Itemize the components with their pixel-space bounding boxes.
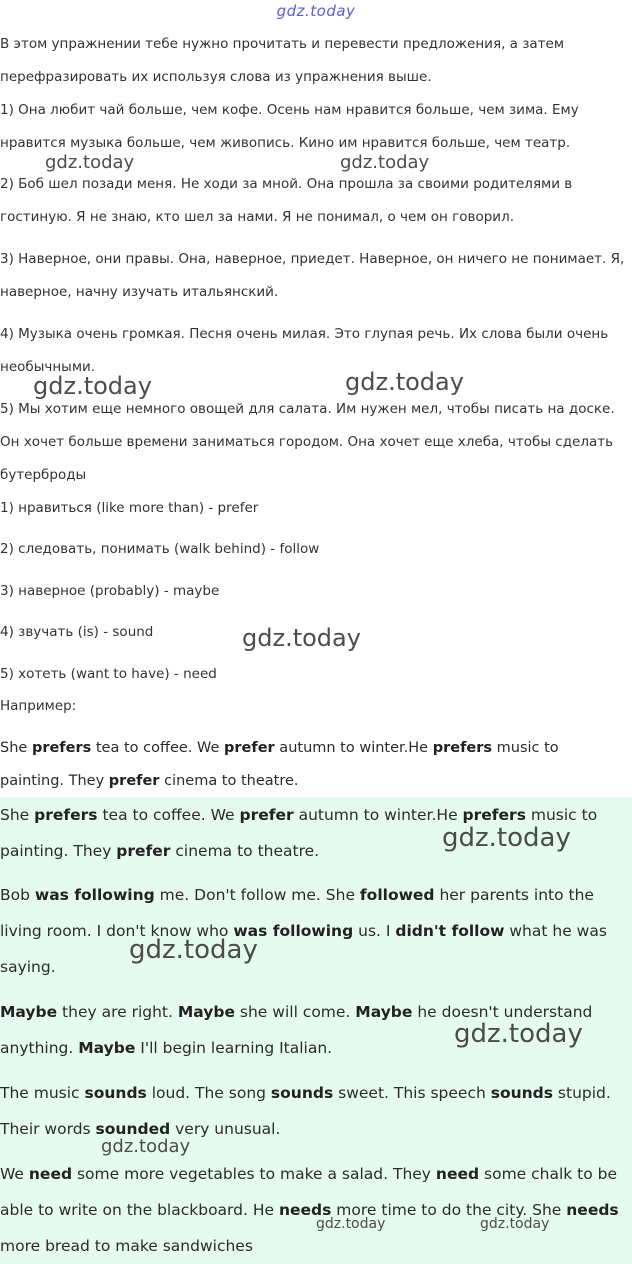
example-text: She prefers tea to coffee. We prefer autumn to winter.He prefers music to painting. They prefer cinema to theatre. [0,740,559,789]
keyword: need [28,1165,73,1183]
task-item: 1) Она любит чай больше, чем кофе. Осень нам нравится больше, чем зима. Ему нравится музыка больше, чем живопись. Кино им нравится больше, чем театр. [0,102,579,151]
keyword: didn't follow [395,922,505,940]
watermark: gdz.today [33,372,152,400]
keyword: prefer [224,740,275,756]
watermark: gdz.today [340,152,430,173]
keyword: prefers [34,806,98,824]
keyword: Maybe [78,1039,136,1057]
keyword: was following [34,886,155,904]
keyword: sounds [490,1084,553,1102]
task-intro: В этом упражнении тебе нужно прочитать и перевести предложения, а затем перефразировать их используя слова из упражнения выше. [0,36,565,85]
keyword: Maybe [177,1003,235,1021]
task-item: 5) Мы хотим еще немного овощей для салата. Им нужен мел, чтобы писать на доске. Он хочет больше времени заниматься городом. Она хочет еще хлеба, чтобы сделать бутерброды [0,401,615,483]
keyword: sounds [84,1084,147,1102]
vocab-item: 2) следовать, понимать (walk behind) - follow [0,541,320,557]
keyword: Maybe [355,1003,413,1021]
watermark: gdz.today [442,823,571,853]
answer-paragraph: The music sounds loud. The song sounds sweet. This speech sounds stupid. Their words sounded very unusual. [0,1084,611,1138]
watermark: gdz.today [480,1216,550,1232]
watermark: gdz.today [45,152,135,173]
watermark: gdz.today [345,368,464,396]
watermark: gdz.today [129,935,258,965]
keyword: sounded [95,1120,171,1138]
keyword: needs [278,1201,332,1219]
watermark: gdz.today [242,624,361,652]
vocab-item: 1) нравиться (like more than) - prefer [0,500,259,516]
task-item: 4) Музыка очень громкая. Песня очень милая. Это глупая речь. Их слова были очень необычными. [0,326,609,375]
keyword: prefers [462,806,526,824]
vocab-item: 5) хотеть (want to have) - need [0,666,217,682]
keyword: prefers [31,740,92,756]
keyword: prefer [116,842,171,860]
keyword: Maybe [0,1003,58,1021]
answer-paragraph: Bob was following me. Don't follow me. She followed her parents into the living room. I don't know who was following us. I didn't follow what he was saying. [0,886,607,976]
answer-paragraph: She prefers tea to coffee. We prefer autumn to winter.He prefers music to painting. They prefer cinema to theatre. [0,806,598,860]
keyword: sounds [270,1084,334,1102]
watermark: gdz.today [101,1136,191,1157]
keyword: needs [566,1201,619,1219]
task-item: 3) Наверное, они правы. Она, наверное, приедет. Наверное, он ничего не понимает. Я, наверное, начну изучать итальянский. [0,251,625,300]
keyword: need [435,1165,480,1183]
example-label: Например: [0,698,77,714]
watermark: gdz.today [316,1216,386,1232]
vocab-item: 4) звучать (is) - sound [0,624,154,640]
answer-paragraph: Maybe they are right. Maybe she will come. Maybe he doesn't understand anything. Maybe I'll begin learning Italian. [0,1003,593,1057]
keyword: followed [359,886,435,904]
vocab-item: 3) наверное (probably) - maybe [0,583,220,599]
keyword: prefers [432,740,493,756]
keyword: was following [233,922,354,940]
keyword: prefer [108,773,160,789]
keyword: prefer [239,806,294,824]
site-logo[interactable]: gdz.today [276,2,356,20]
watermark: gdz.today [454,1019,583,1049]
task-item: 2) Боб шел позади меня. Не ходи за мной. Она прошла за своими родителями в гостиную. Я не знаю, кто шел за нами. Я не понимал, о чем он говорил. [0,176,573,225]
answer-paragraph: We need some more vegetables to make a salad. They need some chalk to be able to write on the blackboard. He needs more time to do the city. She needs more bread to make sandwiches [0,1165,619,1255]
